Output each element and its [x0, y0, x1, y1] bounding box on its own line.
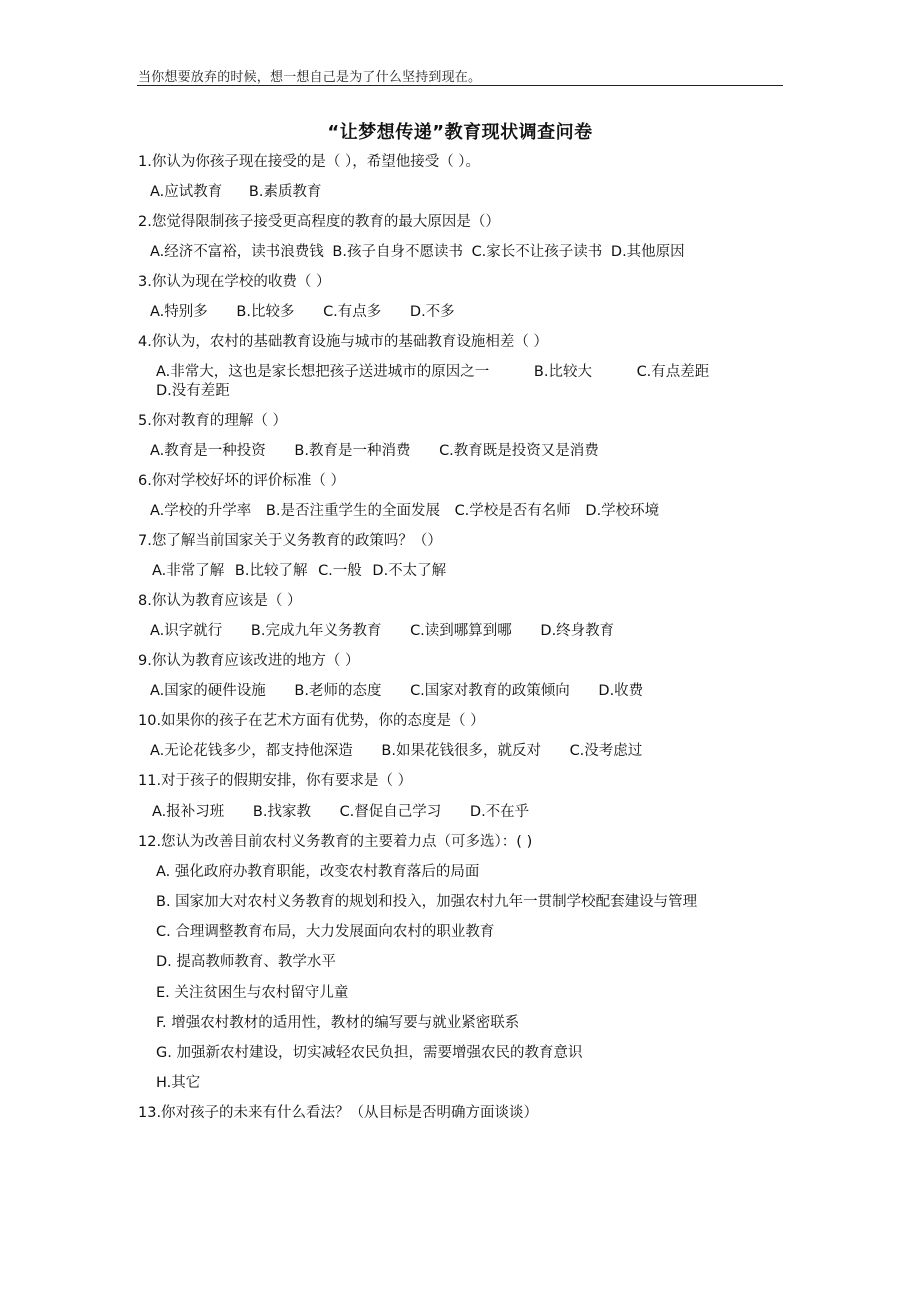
option-6d: D.学校环境 — [585, 503, 660, 519]
question-4-options-row1 — [156, 362, 709, 382]
option-12e: E. 关注贫困生与农村留守儿童 — [156, 985, 349, 1001]
option-7d: D.不太了解 — [372, 563, 447, 579]
option-5c: C.教育既是投资又是消费 — [439, 443, 599, 459]
option-12d: D. 提高教师教育、教学水平 — [156, 954, 336, 970]
option-4c: C.有点差距 — [636, 364, 710, 380]
option-5b: B.教育是一种消费 — [294, 443, 411, 459]
option-3d: D.不多 — [409, 304, 455, 320]
option-6a: A.学校的升学率 — [150, 503, 252, 519]
option-2d: D.其他原因 — [610, 244, 685, 260]
question-8: 8.你认为教育应该是（ ） — [138, 593, 302, 609]
question-1-options — [150, 182, 321, 202]
question-10-options — [150, 741, 642, 761]
option-2c: C.家长不让孩子读书 — [471, 244, 603, 260]
option-2a: A.经济不富裕，读书浪费钱 — [150, 244, 324, 260]
question-3-options — [150, 302, 455, 322]
question-9-options — [150, 681, 643, 701]
question-10: 10.如果你的孩子在艺术方面有优势，你的态度是（ ） — [138, 713, 485, 729]
question-11-options — [152, 802, 529, 822]
option-9b: B.老师的态度 — [294, 683, 382, 699]
option-12g: G. 加强新农村建设，切实减轻农民负担，需要增强农民的教育意识 — [156, 1045, 583, 1061]
question-9: 9.你认为教育应该改进的地方（ ） — [138, 653, 360, 669]
question-5: 5.你对教育的理解（ ） — [138, 413, 287, 429]
option-7b: B.比较了解 — [234, 563, 308, 579]
option-11b: B.找家教 — [252, 804, 311, 820]
option-10c: C.没考虑过 — [569, 743, 643, 759]
option-9d: D.收费 — [598, 683, 644, 699]
question-8-options — [150, 621, 614, 641]
option-4a: A.非常大，这也是家长想把孩子送进城市的原因之一 — [156, 364, 490, 380]
question-1: 1.你认为你孩子现在接受的是（ ），希望他接受（ ）。 — [138, 154, 481, 170]
option-9c: C.国家对教育的政策倾向 — [410, 683, 570, 699]
page-title: “让梦想传递”教育现状调查问卷 — [327, 122, 593, 143]
option-12a: A. 强化政府办教育职能，改变农村教育落后的局面 — [156, 864, 480, 880]
option-3a: A.特别多 — [150, 304, 208, 320]
question-4-options-row2 — [156, 381, 230, 401]
option-6b: B.是否注重学生的全面发展 — [265, 503, 440, 519]
option-1b: B.素质教育 — [248, 184, 322, 200]
question-5-options — [150, 441, 599, 461]
option-12c: C. 合理调整教育布局，大力发展面向农村的职业教育 — [156, 924, 495, 940]
option-11c: C.督促自己学习 — [339, 804, 442, 820]
option-2b: B.孩子自身不愿读书 — [332, 244, 463, 260]
option-10a: A.无论花钱多少，都支持他深造 — [150, 743, 353, 759]
question-3: 3.你认为现在学校的收费（ ） — [138, 274, 331, 290]
question-12: 12.您认为改善目前农村义务教育的主要着力点（可多选）：( ) — [138, 834, 533, 850]
option-4b: B.比较大 — [533, 364, 592, 380]
option-11a: A.报补习班 — [152, 804, 225, 820]
question-2: 2.您觉得限制孩子接受更高程度的教育的最大原因是（） — [138, 214, 500, 230]
question-11: 11.对于孩子的假期安排，你有要求是（ ） — [138, 773, 413, 789]
header-divider — [137, 85, 783, 86]
option-8b: B.完成九年义务教育 — [250, 623, 382, 639]
question-13: 13.你对孩子的未来有什么看法？（从目标是否明确方面谈谈） — [138, 1105, 539, 1121]
option-12b: B. 国家加大对农村义务教育的规划和投入，加强农村九年一贯制学校配套建设与管理 — [156, 894, 698, 910]
option-3b: B.比较多 — [236, 304, 295, 320]
option-8d: D.终身教育 — [540, 623, 615, 639]
option-8c: C.读到哪算到哪 — [410, 623, 512, 639]
page-header-motto: 当你想要放弃的时候，想一想自己是为了什么坚持到现在。 — [138, 70, 482, 85]
option-6c: C.学校是否有名师 — [454, 503, 571, 519]
question-7: 7.您了解当前国家关于义务教育的政策吗？（） — [138, 533, 442, 549]
option-12h: H.其它 — [156, 1075, 201, 1091]
option-7a: A.非常了解 — [152, 563, 225, 579]
option-7c: C.一般 — [318, 563, 362, 579]
question-2-options — [150, 242, 685, 262]
option-12f: F. 增强农村教材的适用性，教材的编写要与就业紧密联系 — [156, 1015, 520, 1031]
option-1a: A.应试教育 — [150, 184, 223, 200]
option-4d: D.没有差距 — [156, 383, 230, 399]
option-9a: A.国家的硬件设施 — [150, 683, 266, 699]
question-6-options — [150, 501, 659, 521]
option-3c: C.有点多 — [323, 304, 382, 320]
question-4: 4.你认为，农村的基础教育设施与城市的基础教育设施相差（ ） — [138, 334, 548, 350]
question-7-options — [152, 561, 446, 581]
option-11d: D.不在乎 — [469, 804, 530, 820]
option-8a: A.识字就行 — [150, 623, 223, 639]
question-6: 6.你对学校好坏的评价标准（ ） — [138, 473, 345, 489]
option-5a: A.教育是一种投资 — [150, 443, 266, 459]
option-10b: B.如果花钱很多，就反对 — [381, 743, 541, 759]
